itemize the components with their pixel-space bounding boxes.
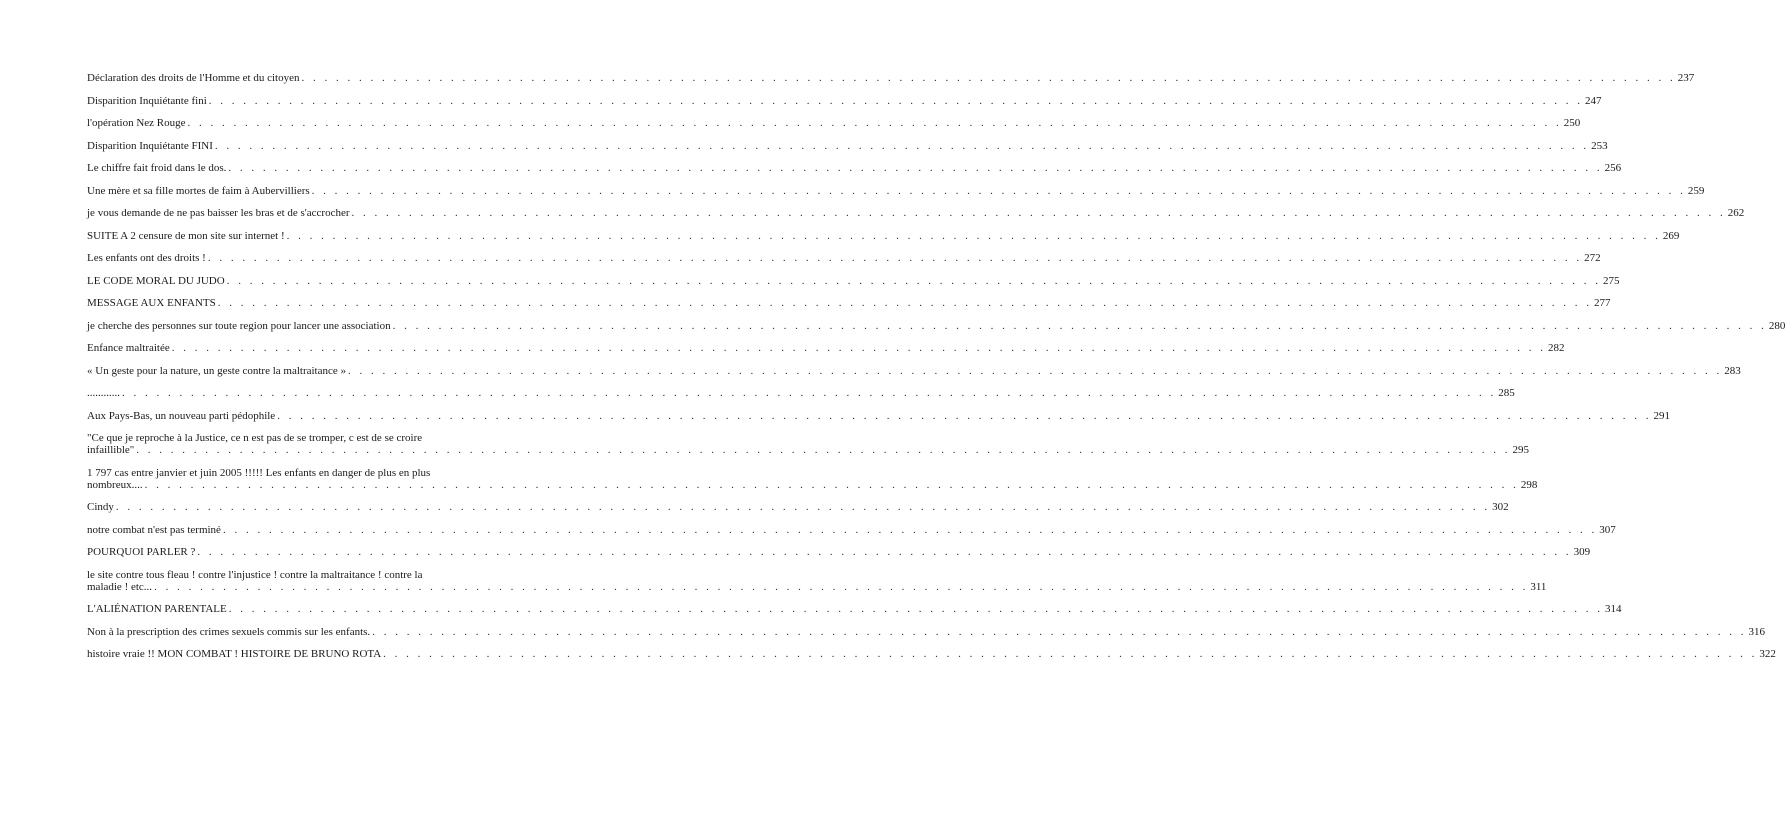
toc-entry-title: ............ — [87, 387, 120, 399]
toc-entry-title: notre combat n'est pas terminé — [87, 523, 221, 536]
toc-entry[interactable] — [87, 184, 1705, 197]
toc-entry-title: l'opération Nez Rouge — [87, 117, 186, 129]
toc-entry-title: Disparition Inquiétante fini — [87, 94, 207, 107]
toc-entry-page-number: 262 — [1727, 207, 1745, 219]
toc-entry-title: le site contre tous fleau ! contre l'injustice ! contre la maltraitance ! contre la — [87, 568, 423, 581]
toc-entry-title: Déclaration des droits de l'Homme et du citoyen — [87, 72, 300, 84]
toc-entry-page-number: 269 — [1662, 229, 1680, 242]
dot-leader: . . . . . . . . . . . . . . . . . . . . . . . . . . . . . . . . . . . . . . . . . . . . . . . . . . . . . . . . . . . . . . . . . . . . . . . . . . . . . . . . . . . . . . . . . . . . . . . . . . . . . . . . . . . . . . . . . . . . . . . . — [214, 139, 1590, 152]
toc-entry[interactable] — [87, 387, 1515, 399]
toc-entry-title: "Ce que je reproche à la Justice, ce n est pas de se tromper, c est de se croire — [87, 432, 423, 444]
toc-entry-page-number: 280 — [1768, 319, 1785, 332]
dot-leader: . . . . . . . . . . . . . . . . . . . . . . . . . . . . . . . . . . . . . . . . . . . . . . . . . . . . . . . . . . . . . . . . . . . . . . . . . . . . . . . . . . . . . . . . . . . . . . . . . . . . . . . . . . . . . . . . . . . . . . . . — [228, 603, 1603, 615]
toc-entry-title: histoire vraie !! MON COMBAT ! HISTOIRE DE BRUNO ROTA — [87, 648, 382, 660]
toc-entry[interactable] — [87, 432, 1530, 456]
dot-leader: . . . . . . . . . . . . . . . . . . . . . . . . . . . . . . . . . . . . . . . . . . . . . . . . . . . . . . . . . . . . . . . . . . . . . . . . . . . . . . . . . . . . . . . . . . . . . . . . . . . . . . . . . . . . . . . . . . . . . . . . — [217, 297, 1593, 309]
toc-entry[interactable] — [87, 319, 1785, 332]
toc-entry[interactable] — [87, 94, 1602, 107]
toc-entry-title: Aux Pays-Bas, un nouveau parti pédophile — [87, 409, 276, 422]
toc-entry[interactable] — [87, 274, 1620, 287]
toc-entry-title: je vous demande de ne pas baisser les bras et de s'accrocher — [87, 207, 350, 219]
toc-entry-page-number: 282 — [1548, 342, 1565, 354]
toc-entry-page-number: 316 — [1748, 625, 1765, 638]
toc-entry-page-number: 285 — [1498, 387, 1515, 399]
toc-entry-page-number: 307 — [1599, 523, 1616, 536]
toc-entry[interactable] — [87, 229, 1680, 242]
toc-entry[interactable] — [87, 252, 1601, 264]
toc-entry-title: je cherche des personnes sur toute region pour lancer une association — [87, 319, 391, 332]
dot-leader: . . . . . . . . . . . . . . . . . . . . . . . . . . . . . . . . . . . . . . . . . . . . . . . . . . . . . . . . . . . . . . . . . . . . . . . . . . . . . . . . . . . . . . . . . . . . . . . . . . . . . . . . . . . . . . . . . . . . . . . . — [208, 94, 1583, 107]
toc-entry-title: POURQUOI PARLER ? — [87, 546, 196, 558]
toc-entry[interactable] — [87, 568, 1547, 593]
toc-entry[interactable] — [87, 523, 1616, 536]
toc-entry-title: SUITE A 2 censure de mon site sur internet ! — [87, 229, 285, 242]
toc-entry-title-continuation: infaillible" — [87, 444, 135, 456]
toc-entry-page-number: 311 — [1530, 580, 1547, 593]
dot-leader: . . . . . . . . . . . . . . . . . . . . . . . . . . . . . . . . . . . . . . . . . . . . . . . . . . . . . . . . . . . . . . . . . . . . . . . . . . . . . . . . . . . . . . . . . . . . . . . . . . . . . . . . . . . . . . . . . . . . . . . . — [286, 229, 1661, 242]
toc-entry[interactable] — [87, 501, 1509, 513]
dot-leader: . . . . . . . . . . . . . . . . . . . . . . . . . . . . . . . . . . . . . . . . . . . . . . . . . . . . . . . . . . . . . . . . . . . . . . . . . . . . . . . . . . . . . . . . . . . . . . . . . . . . . . . . . . . . . . . . . . . . . . . . — [226, 274, 1601, 287]
toc-entry-title-continuation: nombreux.... — [87, 478, 143, 491]
dot-leader: . . . . . . . . . . . . . . . . . . . . . . . . . . . . . . . . . . . . . . . . . . . . . . . . . . . . . . . . . . . . . . . . . . . . . . . . . . . . . . . . . . . . . . . . . . . . . . . . . . . . . . . . . . . . . . . . . . . . . . . . — [228, 162, 1603, 174]
toc-entry[interactable] — [87, 207, 1745, 219]
toc-entry-page-number: 322 — [1759, 648, 1776, 660]
toc-entry-page-number: 302 — [1492, 501, 1509, 513]
toc-entry-page-number: 253 — [1591, 139, 1608, 152]
dot-leader: . . . . . . . . . . . . . . . . . . . . . . . . . . . . . . . . . . . . . . . . . . . . . . . . . . . . . . . . . . . . . . . . . . . . . . . . . . . . . . . . . . . . . . . . . . . . . . . . . . . . . . . . . . . . . . . . . . . . . . . . — [144, 478, 1519, 491]
toc-entry-title: 1 797 cas entre janvier et juin 2005 !!!!! Les enfants en danger de plus en plus — [87, 466, 431, 479]
dot-leader: . . . . . . . . . . . . . . . . . . . . . . . . . . . . . . . . . . . . . . . . . . . . . . . . . . . . . . . . . . . . . . . . . . . . . . . . . . . . . . . . . . . . . . . . . . . . . . . . . . . . . . . . . . . . . . . . . . . . . . . . — [197, 546, 1572, 558]
toc-entry[interactable] — [87, 297, 1611, 309]
toc-entry-title: « Un geste pour la nature, un geste contre la maltraitance » — [87, 364, 347, 377]
toc-entry-title: MESSAGE AUX ENFANTS — [87, 297, 216, 309]
toc-entry[interactable] — [87, 409, 1670, 422]
toc-entry-page-number: 283 — [1724, 364, 1741, 377]
toc-entry-page-number: 295 — [1512, 444, 1530, 456]
dot-leader: . . . . . . . . . . . . . . . . . . . . . . . . . . . . . . . . . . . . . . . . . . . . . . . . . . . . . . . . . . . . . . . . . . . . . . . . . . . . . . . . . . . . . . . . . . . . . . . . . . . . . . . . . . . . . . . . . . . . . . . . — [136, 444, 1511, 456]
dot-leader: . . . . . . . . . . . . . . . . . . . . . . . . . . . . . . . . . . . . . . . . . . . . . . . . . . . . . . . . . . . . . . . . . . . . . . . . . . . . . . . . . . . . . . . . . . . . . . . . . . . . . . . . . . . . . . . . . . . . . . . . — [348, 364, 1723, 377]
dot-leader: . . . . . . . . . . . . . . . . . . . . . . . . . . . . . . . . . . . . . . . . . . . . . . . . . . . . . . . . . . . . . . . . . . . . . . . . . . . . . . . . . . . . . . . . . . . . . . . . . . . . . . . . . . . . . . . . . . . . . . . . — [115, 501, 1491, 513]
toc-entry[interactable] — [87, 117, 1581, 129]
toc-entry[interactable] — [87, 139, 1608, 152]
toc-entry[interactable] — [87, 603, 1622, 615]
toc-entry[interactable] — [87, 342, 1565, 354]
toc-entry[interactable] — [87, 648, 1776, 660]
toc-entry-title: Non à la prescription des crimes sexuels commis sur les enfants. — [87, 625, 371, 638]
toc-entry[interactable] — [87, 466, 1538, 491]
toc-entry-page-number: 250 — [1563, 117, 1581, 129]
dot-leader: . . . . . . . . . . . . . . . . . . . . . . . . . . . . . . . . . . . . . . . . . . . . . . . . . . . . . . . . . . . . . . . . . . . . . . . . . . . . . . . . . . . . . . . . . . . . . . . . . . . . . . . . . . . . . . . . . . . . . . . . — [301, 72, 1676, 84]
toc-entry-page-number: 259 — [1687, 184, 1705, 197]
dot-leader: . . . . . . . . . . . . . . . . . . . . . . . . . . . . . . . . . . . . . . . . . . . . . . . . . . . . . . . . . . . . . . . . . . . . . . . . . . . . . . . . . . . . . . . . . . . . . . . . . . . . . . . . . . . . . . . . . . . . . . . . — [277, 409, 1652, 422]
toc-entry[interactable] — [87, 162, 1622, 174]
toc-entry[interactable] — [87, 546, 1591, 558]
toc-entry-page-number: 247 — [1585, 94, 1602, 107]
dot-leader: . . . . . . . . . . . . . . . . . . . . . . . . . . . . . . . . . . . . . . . . . . . . . . . . . . . . . . . . . . . . . . . . . . . . . . . . . . . . . . . . . . . . . . . . . . . . . . . . . . . . . . . . . . . . . . . . . . . . . . . . — [222, 523, 1598, 536]
dot-leader: . . . . . . . . . . . . . . . . . . . . . . . . . . . . . . . . . . . . . . . . . . . . . . . . . . . . . . . . . . . . . . . . . . . . . . . . . . . . . . . . . . . . . . . . . . . . . . . . . . . . . . . . . . . . . . . . . . . . . . . . — [372, 625, 1747, 638]
toc-entry-title: L'ALIÉNATION PARENTALE — [87, 603, 227, 615]
dot-leader: . . . . . . . . . . . . . . . . . . . . . . . . . . . . . . . . . . . . . . . . . . . . . . . . . . . . . . . . . . . . . . . . . . . . . . . . . . . . . . . . . . . . . . . . . . . . . . . . . . . . . . . . . . . . . . . . . . . . . . . . — [171, 342, 1547, 354]
toc-entry-page-number: 275 — [1602, 274, 1620, 287]
toc-entry-page-number: 256 — [1604, 162, 1622, 174]
toc-entry-title: Cindy — [87, 501, 114, 513]
toc-entry-page-number: 291 — [1653, 409, 1670, 422]
dot-leader: . . . . . . . . . . . . . . . . . . . . . . . . . . . . . . . . . . . . . . . . . . . . . . . . . . . . . . . . . . . . . . . . . . . . . . . . . . . . . . . . . . . . . . . . . . . . . . . . . . . . . . . . . . . . . . . . . . . . . . . . — [122, 387, 1497, 399]
toc-entry-title: Les enfants ont des droits ! — [87, 252, 206, 264]
dot-leader: . . . . . . . . . . . . . . . . . . . . . . . . . . . . . . . . . . . . . . . . . . . . . . . . . . . . . . . . . . . . . . . . . . . . . . . . . . . . . . . . . . . . . . . . . . . . . . . . . . . . . . . . . . . . . . . . . . . . . . . . — [383, 648, 1758, 660]
toc-entry-title: Une mère et sa fille mortes de faim à Aubervilliers — [87, 184, 310, 197]
toc-entry-page-number: 277 — [1594, 297, 1611, 309]
dot-leader: . . . . . . . . . . . . . . . . . . . . . . . . . . . . . . . . . . . . . . . . . . . . . . . . . . . . . . . . . . . . . . . . . . . . . . . . . . . . . . . . . . . . . . . . . . . . . . . . . . . . . . . . . . . . . . . . . . . . . . . . — [187, 117, 1562, 129]
toc-entry-title: Disparition Inquiétante FINI — [87, 139, 213, 152]
table-of-contents — [87, 72, 1785, 671]
dot-leader: . . . . . . . . . . . . . . . . . . . . . . . . . . . . . . . . . . . . . . . . . . . . . . . . . . . . . . . . . . . . . . . . . . . . . . . . . . . . . . . . . . . . . . . . . . . . . . . . . . . . . . . . . . . . . . . . . . . . . . . . — [311, 184, 1686, 197]
dot-leader: . . . . . . . . . . . . . . . . . . . . . . . . . . . . . . . . . . . . . . . . . . . . . . . . . . . . . . . . . . . . . . . . . . . . . . . . . . . . . . . . . . . . . . . . . . . . . . . . . . . . . . . . . . . . . . . . . . . . . . . . — [392, 319, 1767, 332]
toc-entry-title-continuation: maladie ! etc... — [87, 580, 153, 593]
toc-entry-page-number: 309 — [1573, 546, 1591, 558]
dot-leader: . . . . . . . . . . . . . . . . . . . . . . . . . . . . . . . . . . . . . . . . . . . . . . . . . . . . . . . . . . . . . . . . . . . . . . . . . . . . . . . . . . . . . . . . . . . . . . . . . . . . . . . . . . . . . . . . . . . . . . . . — [154, 580, 1529, 593]
toc-entry[interactable] — [87, 625, 1765, 638]
toc-entry-page-number: 237 — [1677, 72, 1695, 84]
toc-entry-title: Le chiffre fait froid dans le dos. — [87, 162, 227, 174]
toc-entry-page-number: 298 — [1520, 478, 1538, 491]
toc-entry-page-number: 272 — [1584, 252, 1601, 264]
toc-entry-page-number: 314 — [1604, 603, 1622, 615]
toc-entry[interactable] — [87, 72, 1695, 84]
dot-leader: . . . . . . . . . . . . . . . . . . . . . . . . . . . . . . . . . . . . . . . . . . . . . . . . . . . . . . . . . . . . . . . . . . . . . . . . . . . . . . . . . . . . . . . . . . . . . . . . . . . . . . . . . . . . . . . . . . . . . . . . — [351, 207, 1726, 219]
dot-leader: . . . . . . . . . . . . . . . . . . . . . . . . . . . . . . . . . . . . . . . . . . . . . . . . . . . . . . . . . . . . . . . . . . . . . . . . . . . . . . . . . . . . . . . . . . . . . . . . . . . . . . . . . . . . . . . . . . . . . . . . — [207, 252, 1583, 264]
toc-entry-title: LE CODE MORAL DU JUDO — [87, 274, 225, 287]
toc-entry-title: Enfance maltraitée — [87, 342, 170, 354]
toc-entry[interactable] — [87, 364, 1741, 377]
